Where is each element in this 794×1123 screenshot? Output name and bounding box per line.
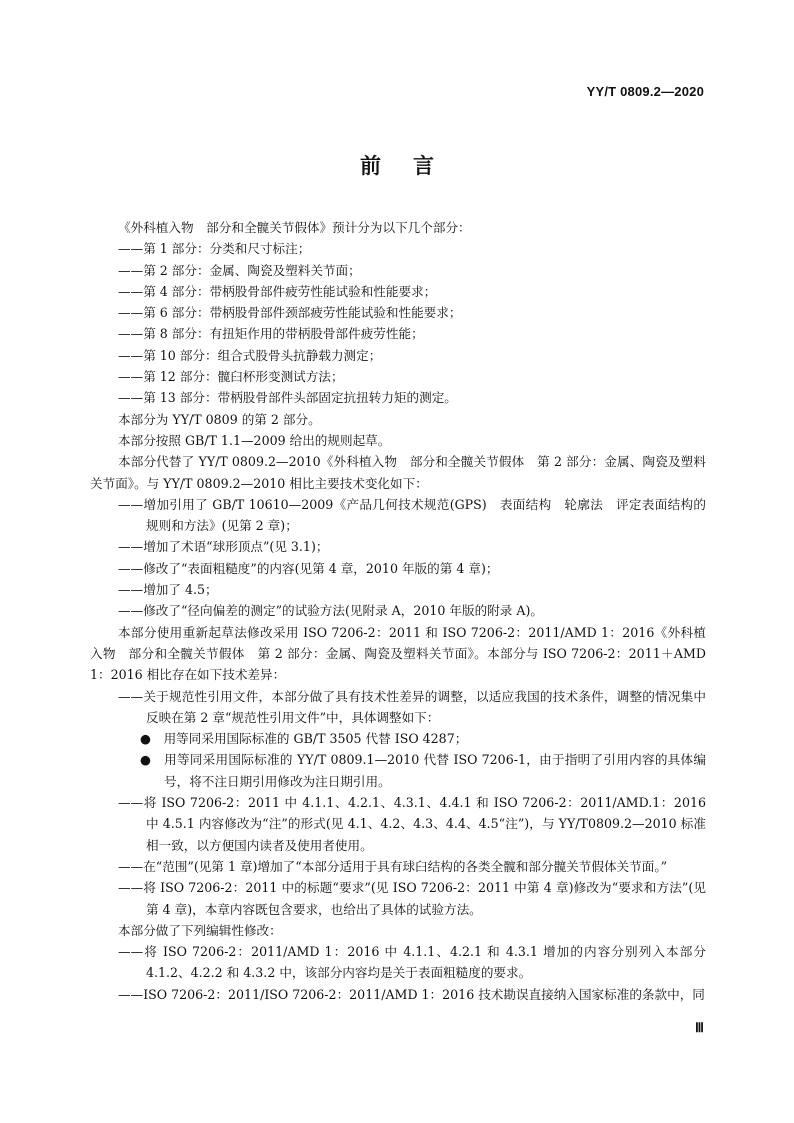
list-item: ——将 ISO 7206-2：2011/AMD 1：2016 中 4.1.1、4.2.1 和 4.3.1 增加的内容分别列入本部分 4.1.2、4.2.2 和 4.3.2 中，该部分内容均是关于表面粗糙度的要求。 <box>118 944 706 981</box>
list-item: ——第 2 部分：金属、陶瓷及塑料关节面； <box>118 262 361 278</box>
list-item: ——第 13 部分：带柄股骨部件头部固定抗扭转力矩的测定。 <box>118 390 457 406</box>
list-item: ——ISO 7206-2：2011/ISO 7206-2：2011/AMD 1：2016 技术勘误直接纳入国家标准的条款中，同 <box>118 986 705 1002</box>
standard-code: YY/T 0809.2—2020 <box>586 84 704 99</box>
list-item: ——增加了 4.5； <box>118 582 218 598</box>
page-number: Ⅲ <box>695 1020 704 1035</box>
document-body <box>90 217 706 1005</box>
paragraph: 本部分为 YY/T 0809 的第 2 部分。 <box>118 411 321 427</box>
list-item: ——在“范围”(见第 1 章)增加了“本部分适用于具有球臼结构的各类全髋和部分髋关节假体关节面。” <box>118 858 668 874</box>
list-item: ——修改了“表面粗糙度”的内容(见第 4 章，2010 年版的第 4 章)； <box>118 560 499 576</box>
list-item: ——第 4 部分：带柄股骨部件疲劳性能试验和性能要求； <box>118 283 437 299</box>
page-title: 前言 <box>360 154 466 178</box>
paragraph: 《外科植入物 部分和全髋关节假体》预计分为以下几个部分： <box>118 220 471 235</box>
list-item: ——将 ISO 7206-2：2011 中的标题“要求”(见 ISO 7206-2：2011 中第 4 章)修改为“要求和方法”(见第 4 章)，本章内容既包含要求，也给出了具体的试验方法。 <box>118 880 706 917</box>
bullet-item: ● 用等同采用国际标准的 GB/T 3505 代替 ISO 4287； <box>140 731 468 747</box>
list-item: ——第 8 部分：有扭矩作用的带柄股骨部件疲劳性能； <box>118 326 424 342</box>
list-item: ——增加引用了 GB/T 10610—2009《产品几何技术规范(GPS) 表面结构 轮廓法 评定表面结构的规则和方法》(见第 2 章)； <box>118 496 706 534</box>
list-item: ——第 1 部分：分类和尺寸标注； <box>118 241 311 257</box>
list-item: ——第 10 部分：组合式股骨头抗静载力测定； <box>118 347 382 363</box>
list-item: ——关于规范性引用文件，本部分做了具有技术性差异的调整，以适应我国的技术条件，调整的情况集中反映在第 2 章“规范性引用文件”中，具体调整如下： <box>118 688 706 725</box>
paragraph: 本部分代替了 YY/T 0809.2—2010《外科植入物 部分和全髋关节假体 第 2 部分：金属、陶瓷及塑料关节面》。与 YY/T 0809.2—2010 相比主要技术变化如下： <box>90 454 706 491</box>
paragraph: 本部分做了下列编辑性修改： <box>118 922 282 938</box>
paragraph: 本部分使用重新起草法修改采用 ISO 7206-2：2011 和 ISO 7206-2：2011/AMD 1：2016《外科植入物 部分和全髋关节假体 第 2 部分：金属、陶瓷及塑料关节面》。本部分与 ISO 7206-2：2011＋AMD 1：2016 相比存在如下技术差异： <box>90 624 706 683</box>
bullet-item: ● 用等同采用国际标准的 YY/T 0809.1—2010 代替 ISO 7206-1，由于指明了引用内容的具体编号，将不注日期引用修改为注日期引用。 <box>140 752 706 789</box>
list-item: ——增加了术语“球形顶点”(见 3.1)； <box>118 539 329 555</box>
list-item: ——第 6 部分：带柄股骨部件颈部疲劳性能试验和性能要求； <box>118 305 462 321</box>
list-item: ——第 12 部分：髋臼杯形变测试方法； <box>118 369 344 385</box>
list-item: ——将 ISO 7206-2：2011 中 4.1.1、4.2.1、4.3.1、4.4.1 和 ISO 7206-2：2011/AMD.1：2016 中 4.5.1 内容修改为“注”的形式(见 4.1、4.2、4.3、4.4、4.5“注”)，与 YY/T0809.2—2010 标准相一致，以方便国内读者及使用者使用。 <box>118 795 706 853</box>
paragraph: 本部分按照 GB/T 1.1—2009 给出的规则起草。 <box>118 432 391 448</box>
list-item: ——修改了“径向偏差的测定”的试验方法(见附录 A，2010 年版的附录 A)。 <box>118 603 543 619</box>
